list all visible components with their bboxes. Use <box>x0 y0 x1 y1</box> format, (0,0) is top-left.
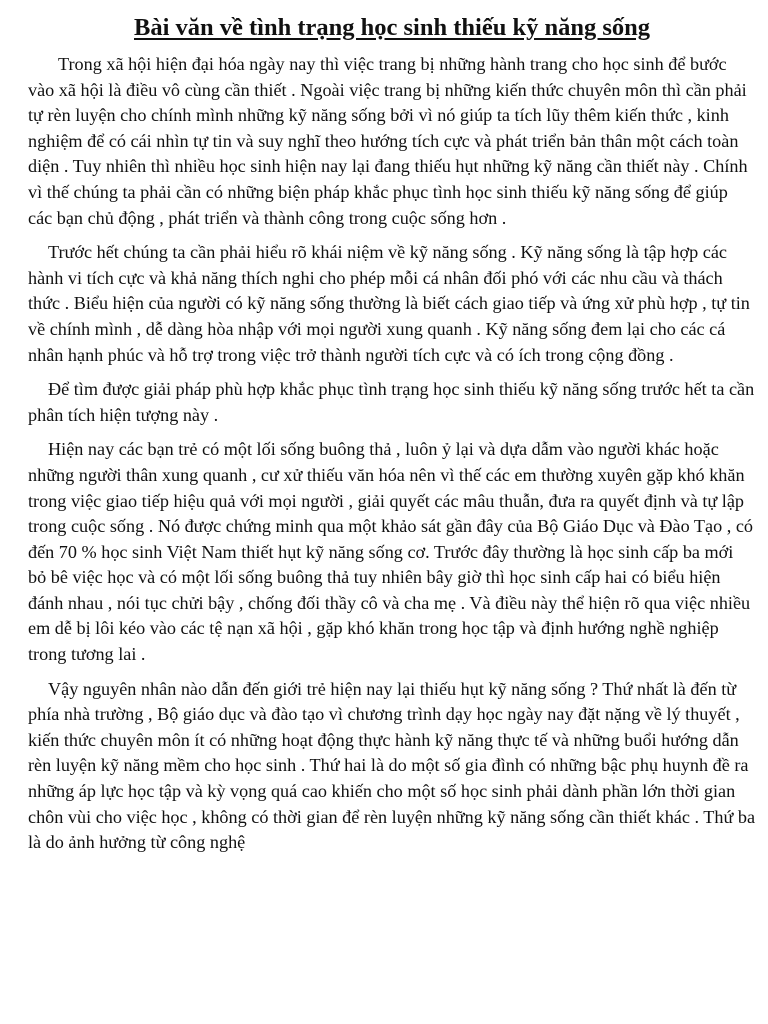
paragraph-phenomenon: Hiện nay các bạn trẻ có một lối sống buông thả , luôn ỷ lại và dựa dẫm vào người khác hoặc những người thân xung quanh , cư xử thiếu văn hóa nên vì thế các em thường xuyên gặp khó khăn trong việc giao tiếp hiệu quả với mọi người , giải quyết các mâu thuẫn, đưa ra quyết định và tự lập trong cuộc sống . Nó được chứng minh qua một khảo sát gần đây của Bộ Giáo Dục và Đào Tạo , có đến 70 % học sinh Việt Nam thiết hụt kỹ năng sống cơ. Trước đây thường là học sinh cấp ba mới bỏ bê việc học và có một lối sống buông thả tuy nhiên bây giờ thì học sinh cấp hai có biểu hiện đánh nhau , nói tục chửi bậy , chống đối thầy cô và cha mẹ . Và điều này thể hiện rõ qua việc nhiều em dễ bị lôi kéo vào các tệ nạn xã hội , gặp khó khăn trong học tập và định hướng nghề nghiệp trong tương lai . <box>28 439 754 665</box>
paragraph-transition: Để tìm được giải pháp phù hợp khắc phục tình trạng học sinh thiếu kỹ năng sống trước hết ta cần phân tích hiện tượng này . <box>28 379 755 425</box>
paragraph-causes: Vậy nguyên nhân nào dẫn đến giới trẻ hiện nay lại thiếu hụt kỹ năng sống ? Thứ nhất là đến từ phía nhà trường , Bộ giáo dục và đào tạo vì chương trình dạy học ngày nay đặt nặng về lý thuyết , kiến thức chuyên môn ít có những hoạt động thực hành kỹ năng thực tế và những buổi hướng dẫn rèn luyện kỹ năng mềm cho học sinh . Thứ hai là do một số gia đình có những bậc phụ huynh đề ra những áp lực học tập và kỳ vọng quá cao khiến cho một số học sinh phải dành phần lớn thời gian chôn vùi cho việc học , không có thời gian để rèn luyện những kỹ năng sống cần thiết khác . Thứ ba là do ảnh hưởng từ công nghệ <box>28 678 756 853</box>
paragraph-intro: Trong xã hội hiện đại hóa ngày nay thì việc trang bị những hành trang cho học sinh để bước vào xã hội là điều vô cùng cần thiết . Ngoài việc trang bị những kiến thức chuyên môn thì cần phải tự rèn luyện cho chính mình những kỹ năng sống bởi vì nó giúp ta tích lũy thêm kiến thức , kinh nghiệm để có cái nhìn tự tin và suy nghĩ theo hướng tích cực và phát triển bản thân một cách toàn diện . Tuy nhiên thì nhiều học sinh hiện nay lại đang thiếu hụt những kỹ năng cần thiết này . Chính vì thế chúng ta phải cần có những biện pháp khắc phục tình học sinh thiếu kỹ năng sống để giúp các bạn chủ động , phát triển và thành công trong cuộc sống hơn . <box>28 54 748 228</box>
paragraph-definition: Trước hết chúng ta cần phải hiểu rõ khái niệm về kỹ năng sống . Kỹ năng sống là tập hợp các hành vi tích cực và khả năng thích nghi cho phép mỗi cá nhân đối phó với các nhu cầu và thách thức . Biểu hiện của người có kỹ năng sống thường là biết cách giao tiếp và ứng xử phù hợp , tự tin về chính mình , dễ dàng hòa nhập với mọi người xung quanh . Kỹ năng sống đem lại cho các cá nhân hạnh phúc và hỗ trợ trong việc trở thành người tích cực và có ích trong cộng đồng . <box>28 242 750 365</box>
document-title: Bài văn về tình trạng học sinh thiếu kỹ năng sống <box>134 14 650 41</box>
